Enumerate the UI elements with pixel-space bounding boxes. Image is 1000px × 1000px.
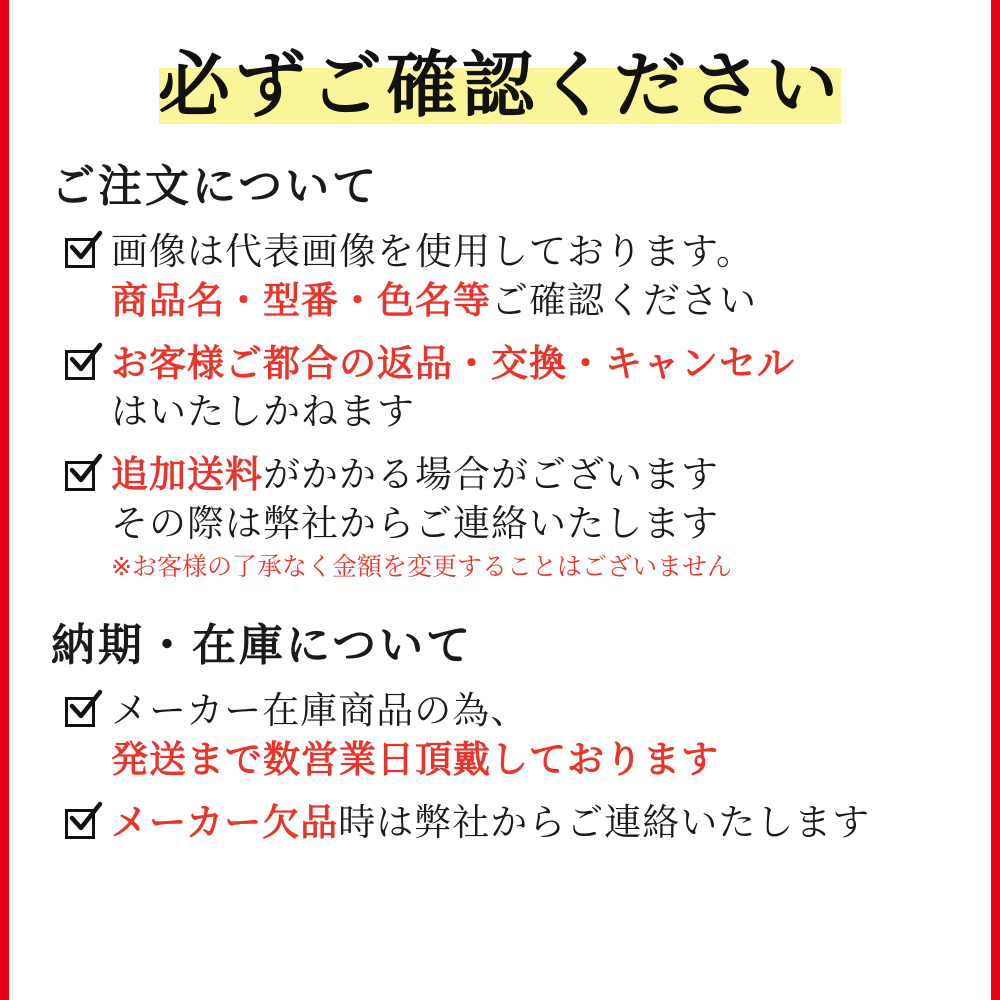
checkbox-checked-icon	[63, 234, 103, 274]
list-item-line: お客様ご都合の返品・交換・キャンセル	[111, 341, 795, 385]
title-text: 必ずご確認ください	[157, 43, 842, 127]
checkbox-checked-icon	[63, 693, 103, 733]
list-item-lines	[111, 228, 961, 326]
section-heading-delivery: 納期・在庫について	[51, 620, 474, 672]
list-item-line-red: メーカー欠品	[111, 801, 339, 845]
list-item	[63, 799, 961, 848]
list-item-line	[111, 451, 961, 500]
checkbox-checked-icon	[63, 805, 103, 845]
list-item-line-black: ご確認ください	[491, 278, 757, 322]
list-item-lines	[111, 687, 961, 785]
list-item	[63, 687, 961, 785]
list-item-lines	[111, 799, 961, 848]
list-item	[63, 340, 961, 438]
list-item	[63, 228, 961, 326]
list-item-line: メーカー在庫商品の為、	[111, 689, 529, 733]
list-item-line	[111, 277, 961, 326]
list-item-line: その際は弊社からご連絡いたします	[111, 502, 719, 546]
notice-content	[9, 0, 991, 1000]
checkbox-checked-icon	[63, 457, 103, 497]
list-item	[63, 451, 961, 583]
section-heading-orders: ご注文について	[51, 161, 380, 212]
list-item-lines	[111, 340, 961, 438]
list-item-line-black: 時は弊社からご連絡いたします	[338, 801, 871, 845]
list-item-line	[111, 799, 961, 848]
list-item-line: 発送まで数営業日頂戴しております	[111, 738, 719, 782]
list-item-line: 画像は代表画像を使用しております。	[111, 230, 755, 273]
list-item-lines	[111, 451, 961, 583]
list-item-line-red: 追加送料	[111, 453, 263, 497]
checkbox-checked-icon	[63, 346, 103, 386]
list-item-line-black: がかかる場合がございます	[263, 453, 719, 497]
page-title	[39, 30, 961, 140]
list-item-line-red: 商品名・型番・色名等	[111, 278, 491, 322]
list-item-note: ※お客様の了承なく金額を変更することはございません	[111, 551, 732, 581]
list-item-line: はいたしかねます	[111, 390, 415, 434]
